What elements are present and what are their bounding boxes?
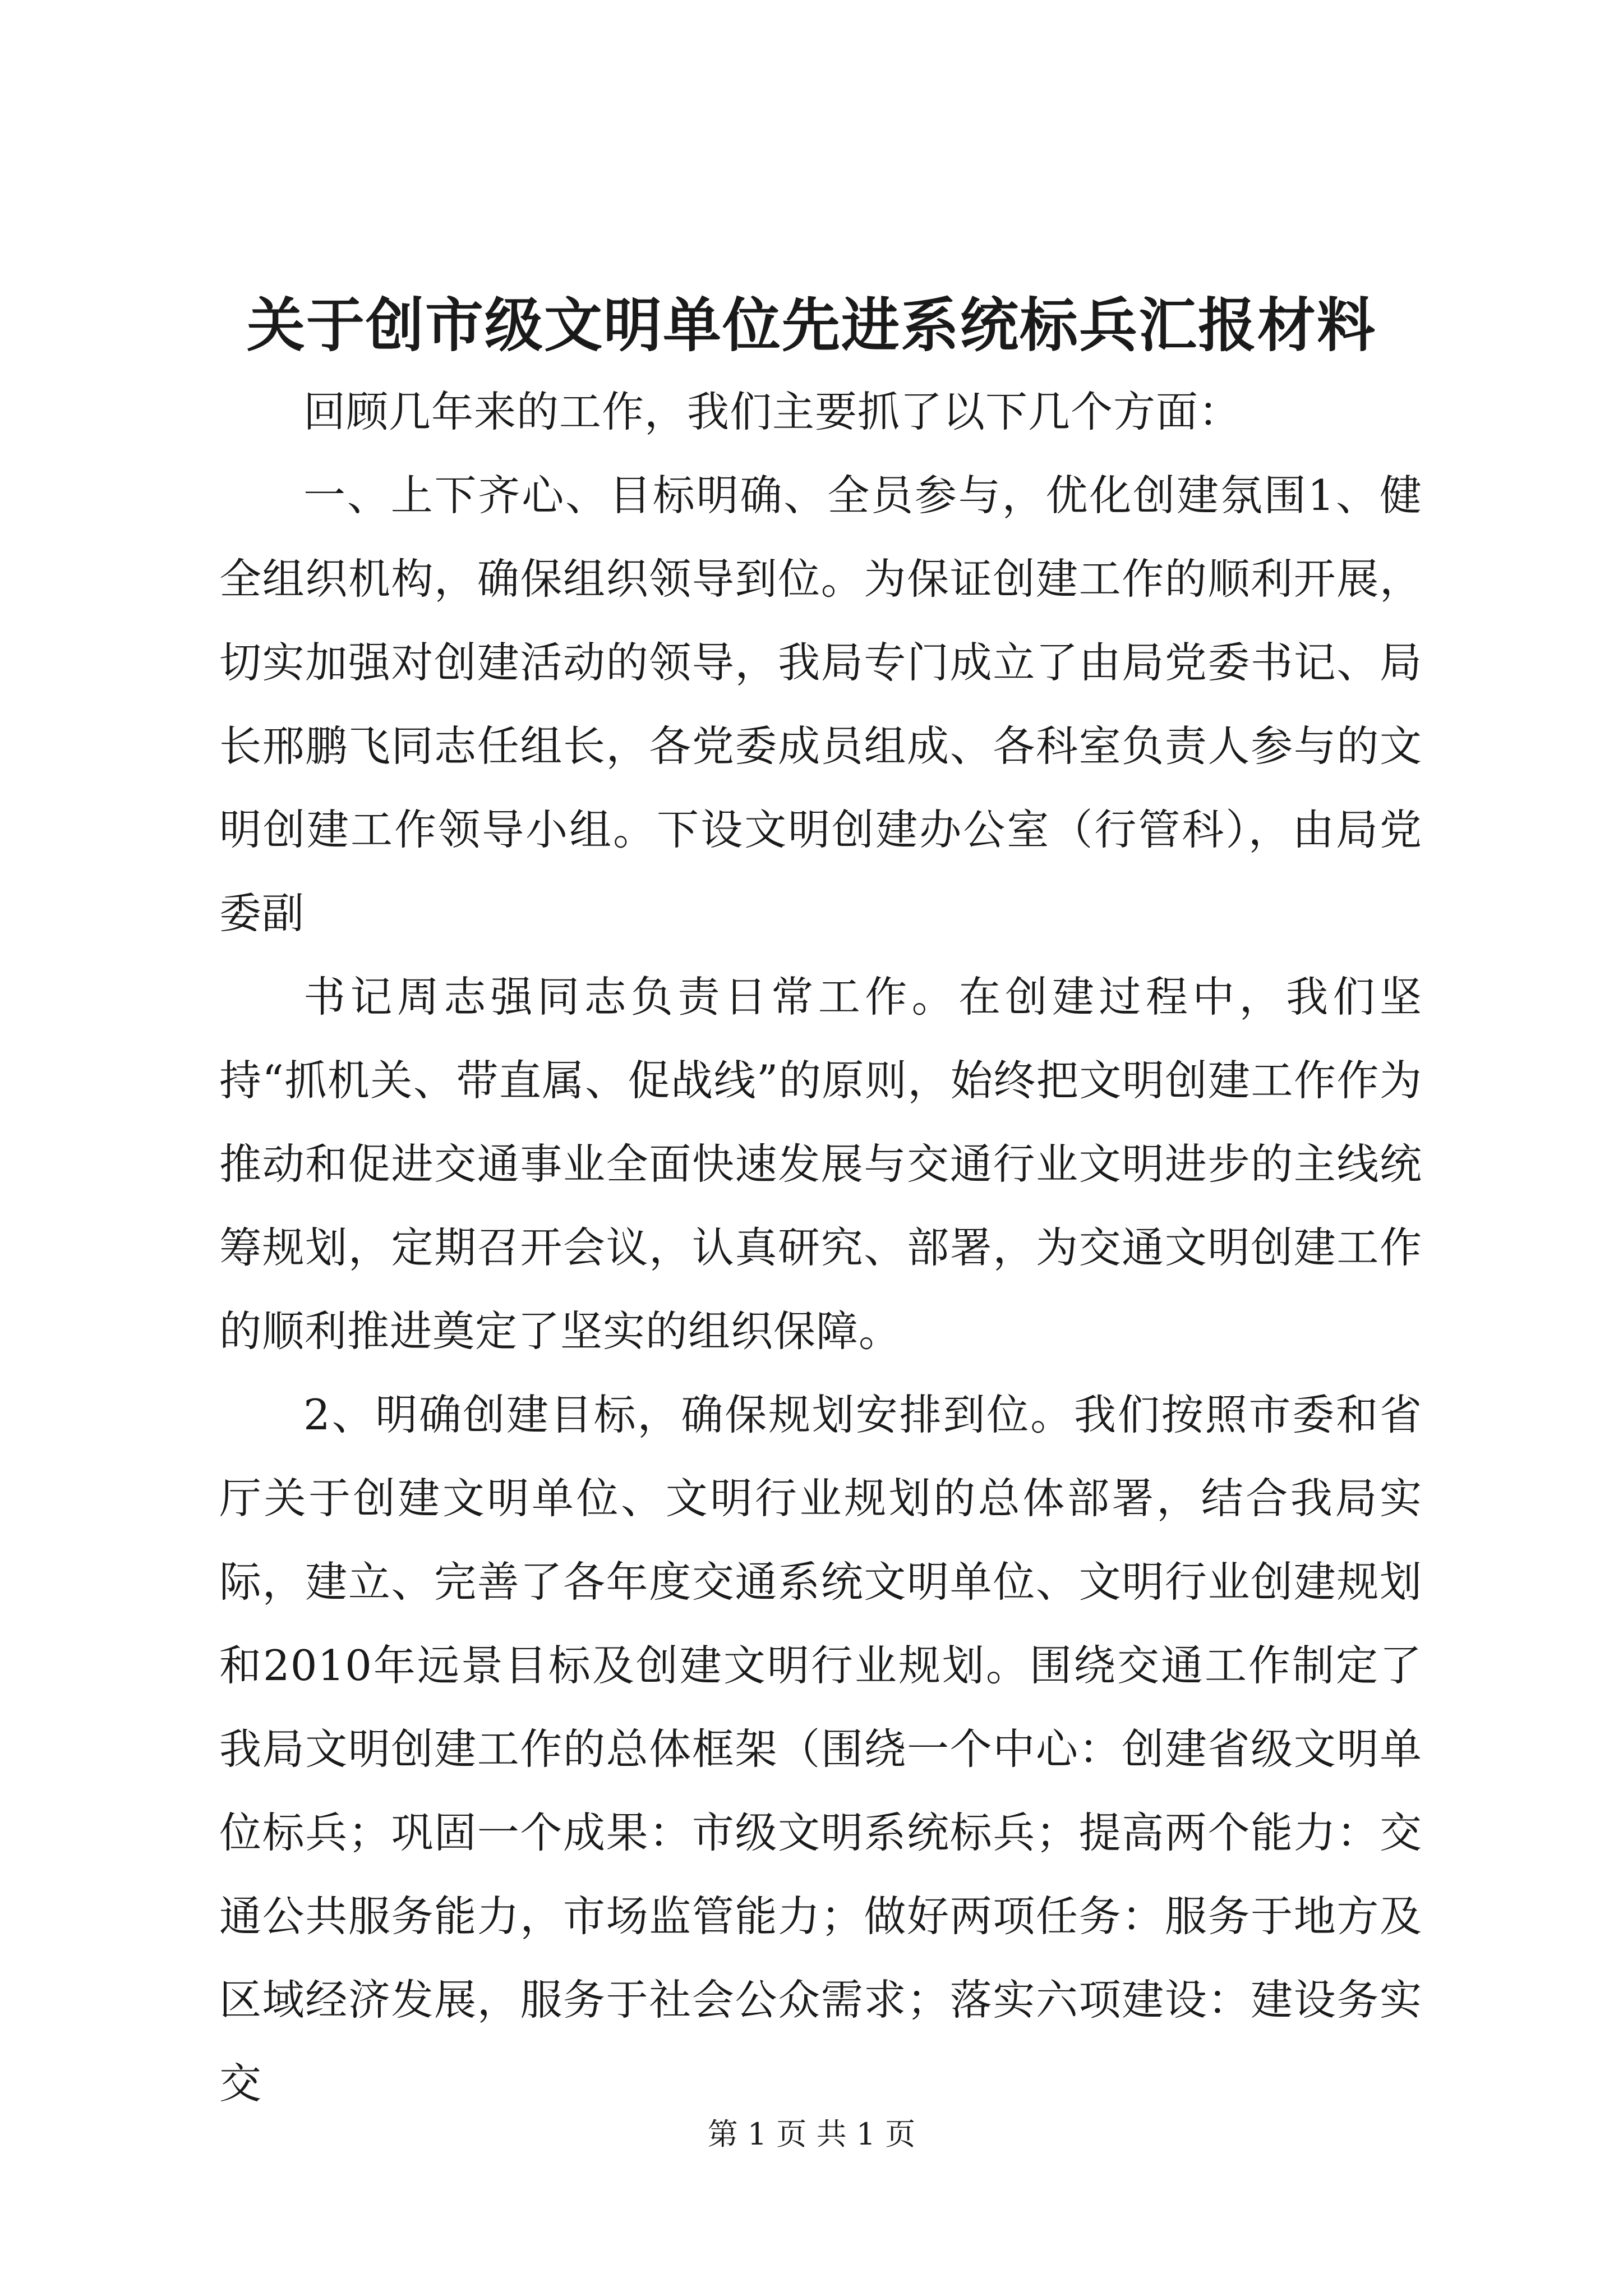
document-title: 关于创市级文明单位先进系统标兵汇报材料 [246, 291, 1376, 360]
document-body [219, 370, 1422, 2125]
paragraph: 2、明确创建目标，确保规划安排到位。我们按照市委和省厅关于创建文明单位、文明行业规划的总体部署，结合我局实际，建立、完善了各年度交通系统文明单位、文明行业创建规划和2010年远景目标及创建文明行业规划。围绕交通工作制定了我局文明创建工作的总体框架（围绕一个中心：创建省级文明单位标兵；巩固一个成果：市级文明系统标兵；提高两个能力：交通公共服务能力，市场监管能力；做好两项任务：服务于地方及区域经济发展，服务于社会公众需求；落实六项建设：建设务实交 [219, 1390, 1422, 2108]
page-footer: 第 1 页 共 1 页 [707, 2116, 916, 2152]
paragraph: 回顾几年来的工作，我们主要抓了以下几个方面： [303, 387, 1242, 436]
paragraph: 书记周志强同志负责日常工作。在创建过程中，我们坚持“抓机关、带直属、促战线”的原则，始终把文明创建工作作为推动和促进交通事业全面快速发展与交通行业文明进步的主线统筹规划，定期召开会议，认真研究、部署，为交通文明创建工作的顺利推进奠定了坚实的组织保障。 [219, 972, 1422, 1356]
paragraph: 一、上下齐心、目标明确、全员参与，优化创建氛围1、健全组织机构，确保组织领导到位。为保证创建工作的顺利开展，切实加强对创建活动的领导，我局专门成立了由局党委书记、局长邢鹏飞同志任组长，各党委成员组成、各科室负责人参与的文明创建工作领导小组。下设文明创建办公室（行管科），由局党委副 [219, 471, 1422, 938]
